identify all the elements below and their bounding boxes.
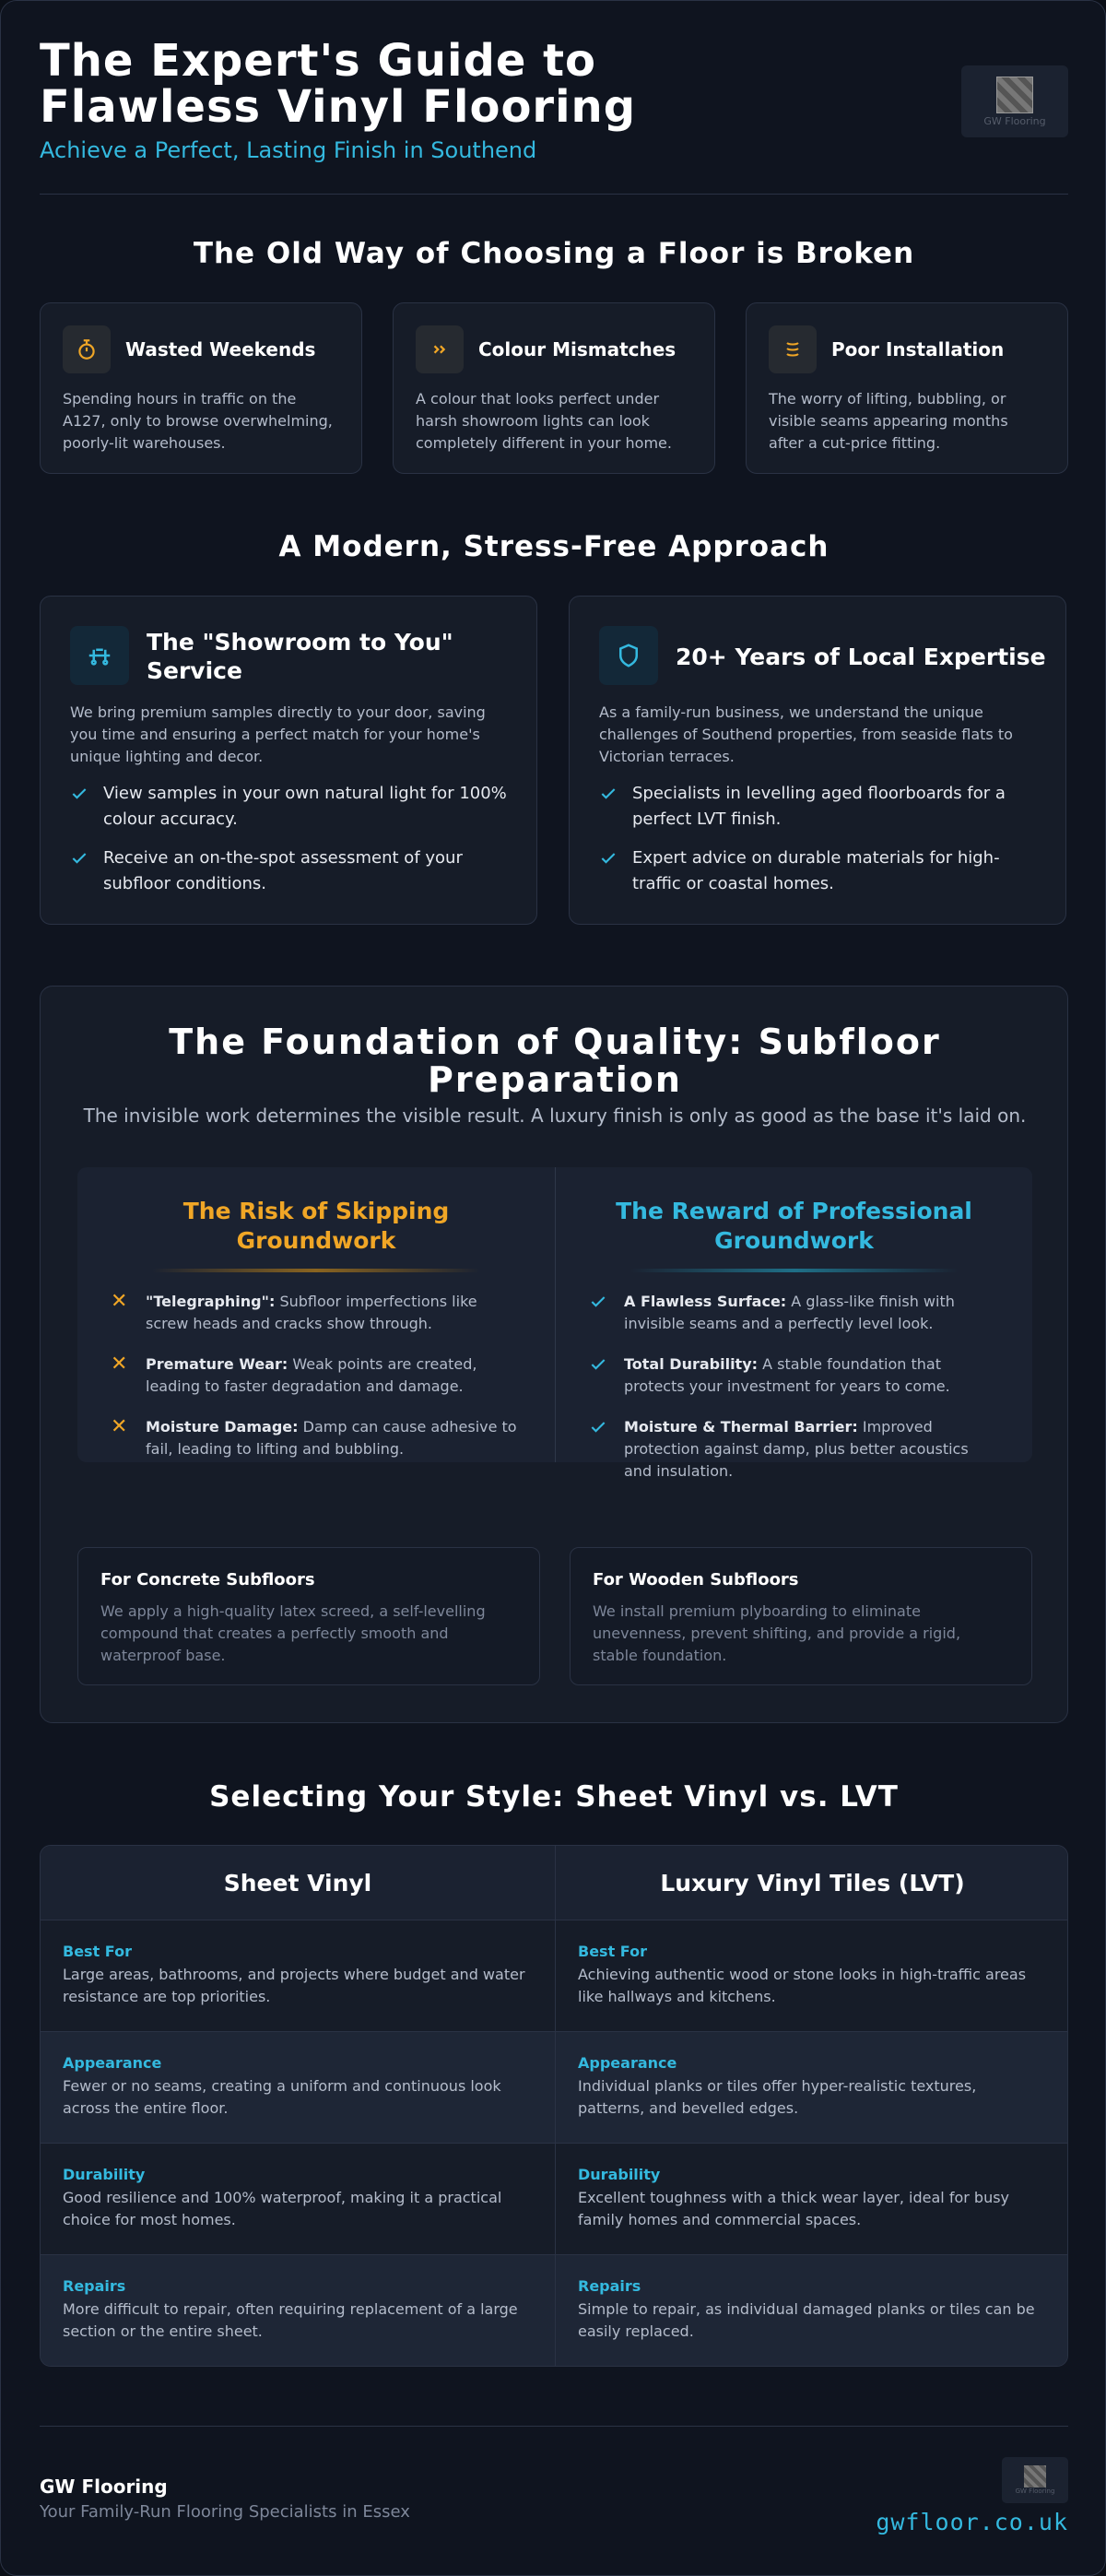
column-header: Sheet Vinyl [41,1846,555,1920]
cross-icon: ✕ [111,1290,128,1313]
risk-item [111,1353,522,1398]
check-point-text: Specialists in levelling aged floorboards for a perfect LVT finish. [632,784,1006,829]
cell-text: Good resilience and 100% waterproof, making it a practical choice for most homes. [63,2189,502,2228]
problem-card [40,302,362,474]
table-row [41,1920,1068,2032]
layers-icon [769,325,817,373]
check-point [70,845,507,897]
reward-item-label: A Flawless Surface: [624,1293,787,1310]
subfloor-card [77,1547,540,1685]
header [40,35,1068,195]
approach-title: 20+ Years of Local Expertise [676,644,1046,670]
risk-item [111,1416,522,1460]
risk-title: The Risk of Skipping Groundwork [182,1198,450,1254]
cell-text: Achieving authentic wood or stone looks in high-traffic areas like hallways and kitchens. [578,1966,1027,2005]
problem-text: A colour that looks perfect under harsh showroom lights can look completely different in your home. [416,390,672,452]
approach-text: We bring premium samples directly to your door, saving you time and ensuring a perfect match for your home's unique lighting and decor. [70,703,486,765]
check-point-text: View samples in your own natural light for 100% colour accuracy. [103,784,507,829]
cell-text: Simple to repair, as individual damaged planks or tiles can be easily replaced. [578,2300,1035,2340]
check-point-text: Receive an on-the-spot assessment of your subfloor conditions. [103,848,463,893]
risk-item-label: Moisture Damage: [146,1418,299,1436]
subfloor-text: We install premium plyboarding to eliminate unevenness, prevent shifting, and provide a rigid, stable foundation. [593,1602,961,1664]
foundation-heading: The Foundation of Quality: Subfloor Preparation [169,1022,941,1100]
cell-text: Individual planks or tiles offer hyper-realistic textures, patterns, and bevelled edges. [578,2077,977,2117]
comparison-heading: Selecting Your Style: Sheet Vinyl vs. LVT [209,1780,899,1814]
brand-logo [961,65,1068,137]
problem-title: Wasted Weekends [125,338,316,360]
reward-item [589,1416,999,1483]
row-label: Best For [578,1943,647,1960]
problem-text: The worry of lifting, bubbling, or visible seams appearing months after a cut-price fitting. [769,390,1008,452]
cell-text: Large areas, bathrooms, and projects where budget and water resistance are top priorities. [63,1966,525,2005]
risk-item-text: Subfloor imperfections like screw heads and cracks show through. [146,1293,477,1332]
van-icon [70,626,129,685]
table-cell [41,1920,555,2032]
risk-item-label: "Telegraphing": [146,1293,276,1310]
row-label: Durability [63,2166,146,2183]
subfloor-title: For Concrete Subfloors [100,1570,315,1589]
check-point [70,781,507,833]
footer-logo [1002,2457,1068,2503]
check-icon [589,1355,607,1374]
row-label: Appearance [578,2054,677,2072]
row-label: Repairs [63,2277,126,2295]
check-icon [589,1293,607,1311]
reward-column [555,1167,1032,1480]
table-row [41,2255,1068,2367]
risk-item [111,1291,522,1335]
problems-heading: The Old Way of Choosing a Floor is Broken [193,237,915,270]
comparison-table [40,1845,1068,2367]
foundation-section [40,986,1068,1723]
risk-reward-comparison [77,1167,1032,1480]
logo-mark-icon [996,77,1033,113]
table-cell [555,2144,1068,2255]
cell-text: Excellent toughness with a thick wear layer, ideal for busy family homes and commercial spaces. [578,2189,1010,2228]
reward-title: The Reward of Professional Groundwork [616,1198,972,1254]
approach-card [569,596,1066,925]
check-icon [589,1418,607,1436]
check-icon [599,849,618,868]
table-cell [41,2032,555,2144]
stopwatch-icon [63,325,111,373]
reward-item-text: Improved protection against damp, plus better acoustics and insulation. [624,1418,969,1480]
foundation-intro: The invisible work determines the visible result. A luxury finish is only as good as the base it's laid on. [83,1105,1027,1127]
check-icon [599,785,618,803]
risk-item-text: Weak points are created, leading to faster degradation and damage. [146,1355,477,1395]
risk-column [77,1167,555,1462]
approach-card [40,596,537,925]
subfloor-card [570,1547,1032,1685]
logo-text: GW Flooring [983,114,1046,127]
table-cell [555,2032,1068,2144]
problem-text: Spending hours in traffic on the A127, only to browse overwhelming, poorly-lit warehouses. [63,390,333,452]
reward-item-label: Moisture & Thermal Barrier: [624,1418,858,1436]
table-row [41,2144,1068,2255]
page-title: The Expert's Guide to Flawless Vinyl Flooring [40,35,637,133]
problem-title: Poor Installation [831,338,1005,360]
check-point [599,845,1036,897]
footer-divider [40,2426,1068,2427]
approach-text: As a family-run business, we understand the unique challenges of Southend properties, from seaside flats to Victorian terraces. [599,703,1013,765]
reward-item-text: A glass-like finish with invisible seams and a perfectly level look. [624,1293,955,1332]
website-link[interactable]: gwfloor.co.uk [876,2509,1068,2535]
cell-text: Fewer or no seams, creating a uniform and continuous look across the entire floor. [63,2077,501,2117]
logo-mark-icon [1024,2465,1046,2487]
approach-title: The "Showroom to You" Service [147,629,453,684]
reward-item [589,1291,999,1335]
reward-underline [630,1269,959,1272]
risk-item-label: Premature Wear: [146,1355,288,1373]
subfloor-text: We apply a high-quality latex screed, a self-levelling compound that creates a perfectly smooth and waterproof base. [100,1602,486,1664]
table-cell [555,2255,1068,2367]
row-label: Repairs [578,2277,641,2295]
cross-icon: ✕ [111,1415,128,1438]
footer-logo-text: GW Flooring [1015,2487,1055,2495]
check-icon [70,849,88,868]
problem-card [746,302,1068,474]
risk-underline [152,1269,481,1272]
table-cell [41,2144,555,2255]
reward-item-label: Total Durability: [624,1355,759,1373]
cross-icon: ✕ [111,1353,128,1376]
reward-item [589,1353,999,1398]
row-label: Appearance [63,2054,162,2072]
check-point-text: Expert advice on durable materials for high-traffic or coastal homes. [632,848,1000,893]
check-icon [70,785,88,803]
column-header: Luxury Vinyl Tiles (LVT) [555,1846,1068,1920]
page-subtitle: Achieve a Perfect, Lasting Finish in Southend [40,137,537,163]
problem-title: Colour Mismatches [478,338,677,360]
row-label: Durability [578,2166,661,2183]
table-cell [41,2255,555,2367]
table-row [41,2032,1068,2144]
table-cell [555,1920,1068,2032]
shield-icon [599,626,658,685]
chevrons-icon [416,325,464,373]
problem-card [393,302,715,474]
risk-item-text: Damp can cause adhesive to fail, leading to lifting and bubbling. [146,1418,517,1458]
row-label: Best For [63,1943,132,1960]
header-divider [40,194,1068,195]
reward-item-text: A stable foundation that protects your investment for years to come. [624,1355,950,1395]
footer-brand-name: GW Flooring [40,2476,168,2498]
check-point [599,781,1036,833]
subfloor-title: For Wooden Subfloors [593,1570,799,1589]
footer-tagline: Your Family-Run Flooring Specialists in Essex [40,2502,410,2522]
approach-heading: A Modern, Stress-Free Approach [278,530,830,563]
cell-text: More difficult to repair, often requiring replacement of a large section or the entire sheet. [63,2300,518,2340]
